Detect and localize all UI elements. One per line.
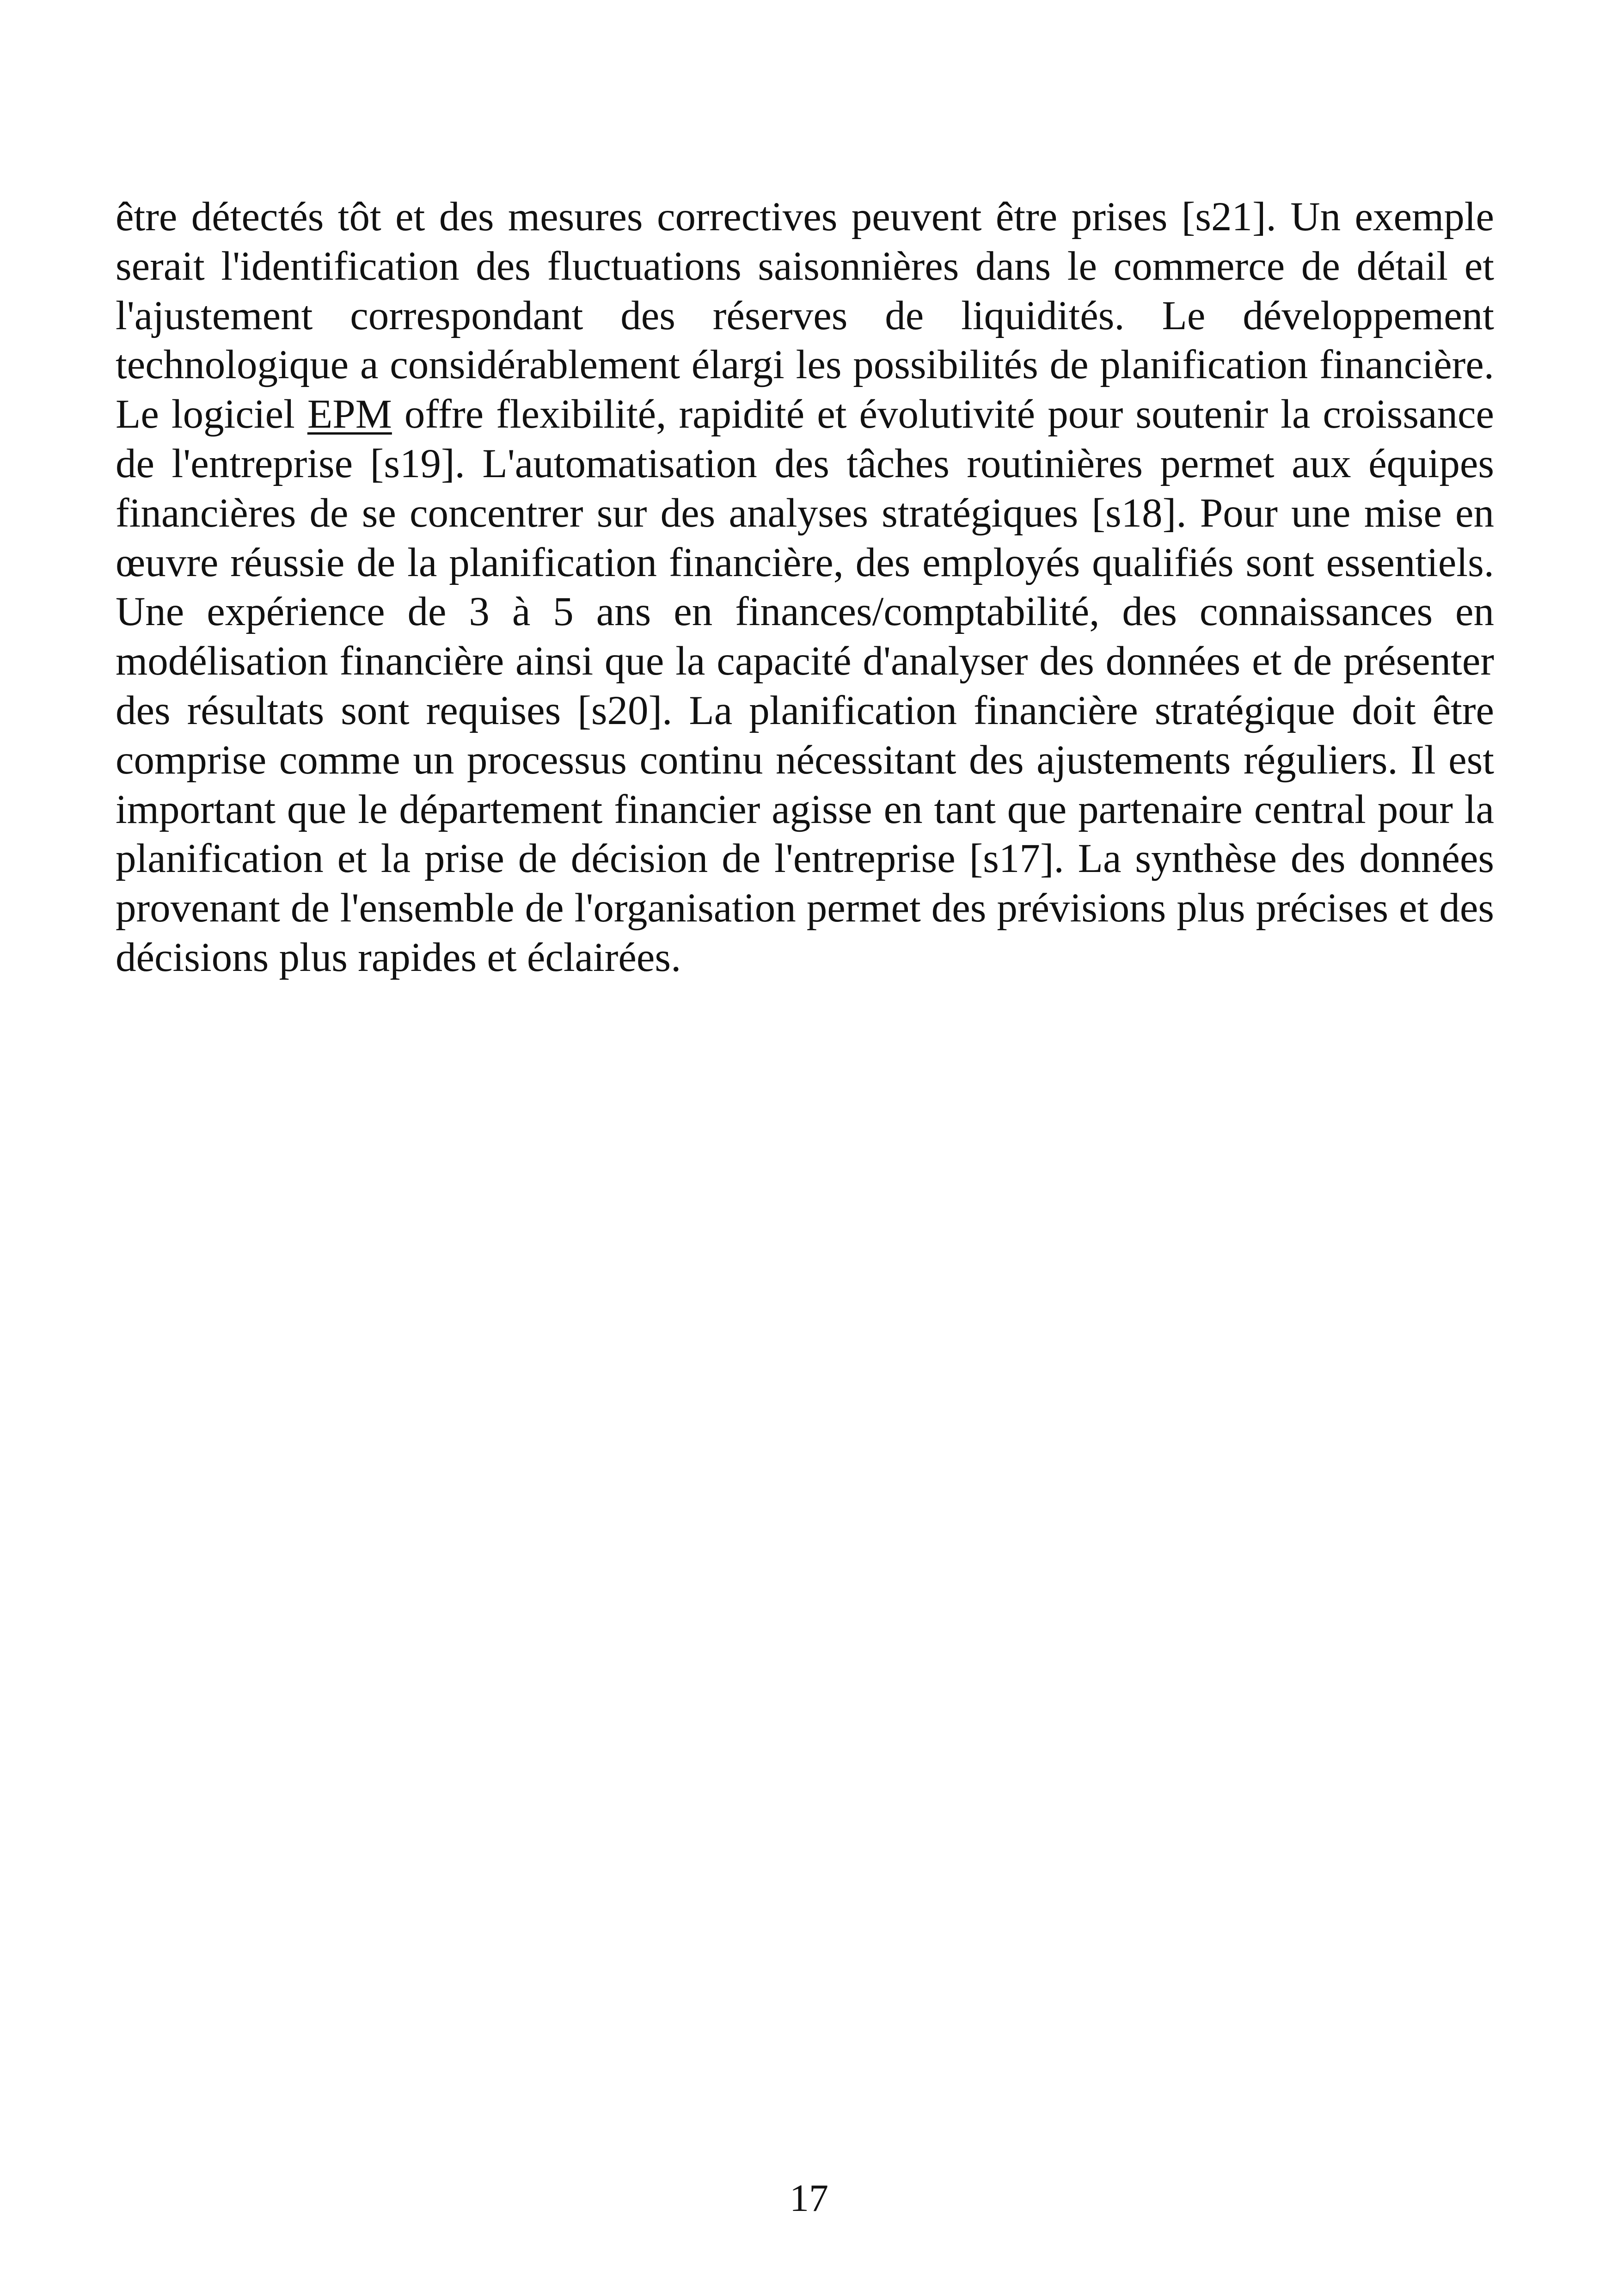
epm-link[interactable]: EPM — [307, 392, 392, 437]
paragraph-text-start: être détectés tôt et des mesures correctives peuvent être prises [s21]. Un exemple serait l'identification des fluctuations saisonnières dans le commerce de détail et l'ajustement correspondant des réserves de liquidités. Le développement technologique a considérablement élargi les possibilités de planification financière. Le logiciel — [116, 194, 1494, 437]
body-paragraph — [116, 192, 1494, 982]
paragraph-text-end: offre flexibilité, rapidité et évolutivité pour soutenir la croissance de l'entreprise [s19]. L'automatisation des tâches routinières permet aux équipes financières de se concentrer sur des analyses stratégiques [s18]. Pour une mise en œuvre réussie de la planification financière, des employés qualifiés sont essentiels. Une expérience de 3 à 5 ans en finances/comptabilité, des connaissances en modélisation financière ainsi que la capacité d'analyser des données et de présenter des résultats sont requises [s20]. La planification financière stratégique doit être comprise comme un processus continu nécessitant des ajustements réguliers. Il est important que le département financier agisse en tant que partenaire central pour la planification et la prise de décision de l'entreprise [s17]. La synthèse des données provenant de l'ensemble de l'organisation permet des prévisions plus précises et des décisions plus rapides et éclairées. — [116, 392, 1495, 980]
page-number: 17 — [790, 2177, 828, 2220]
